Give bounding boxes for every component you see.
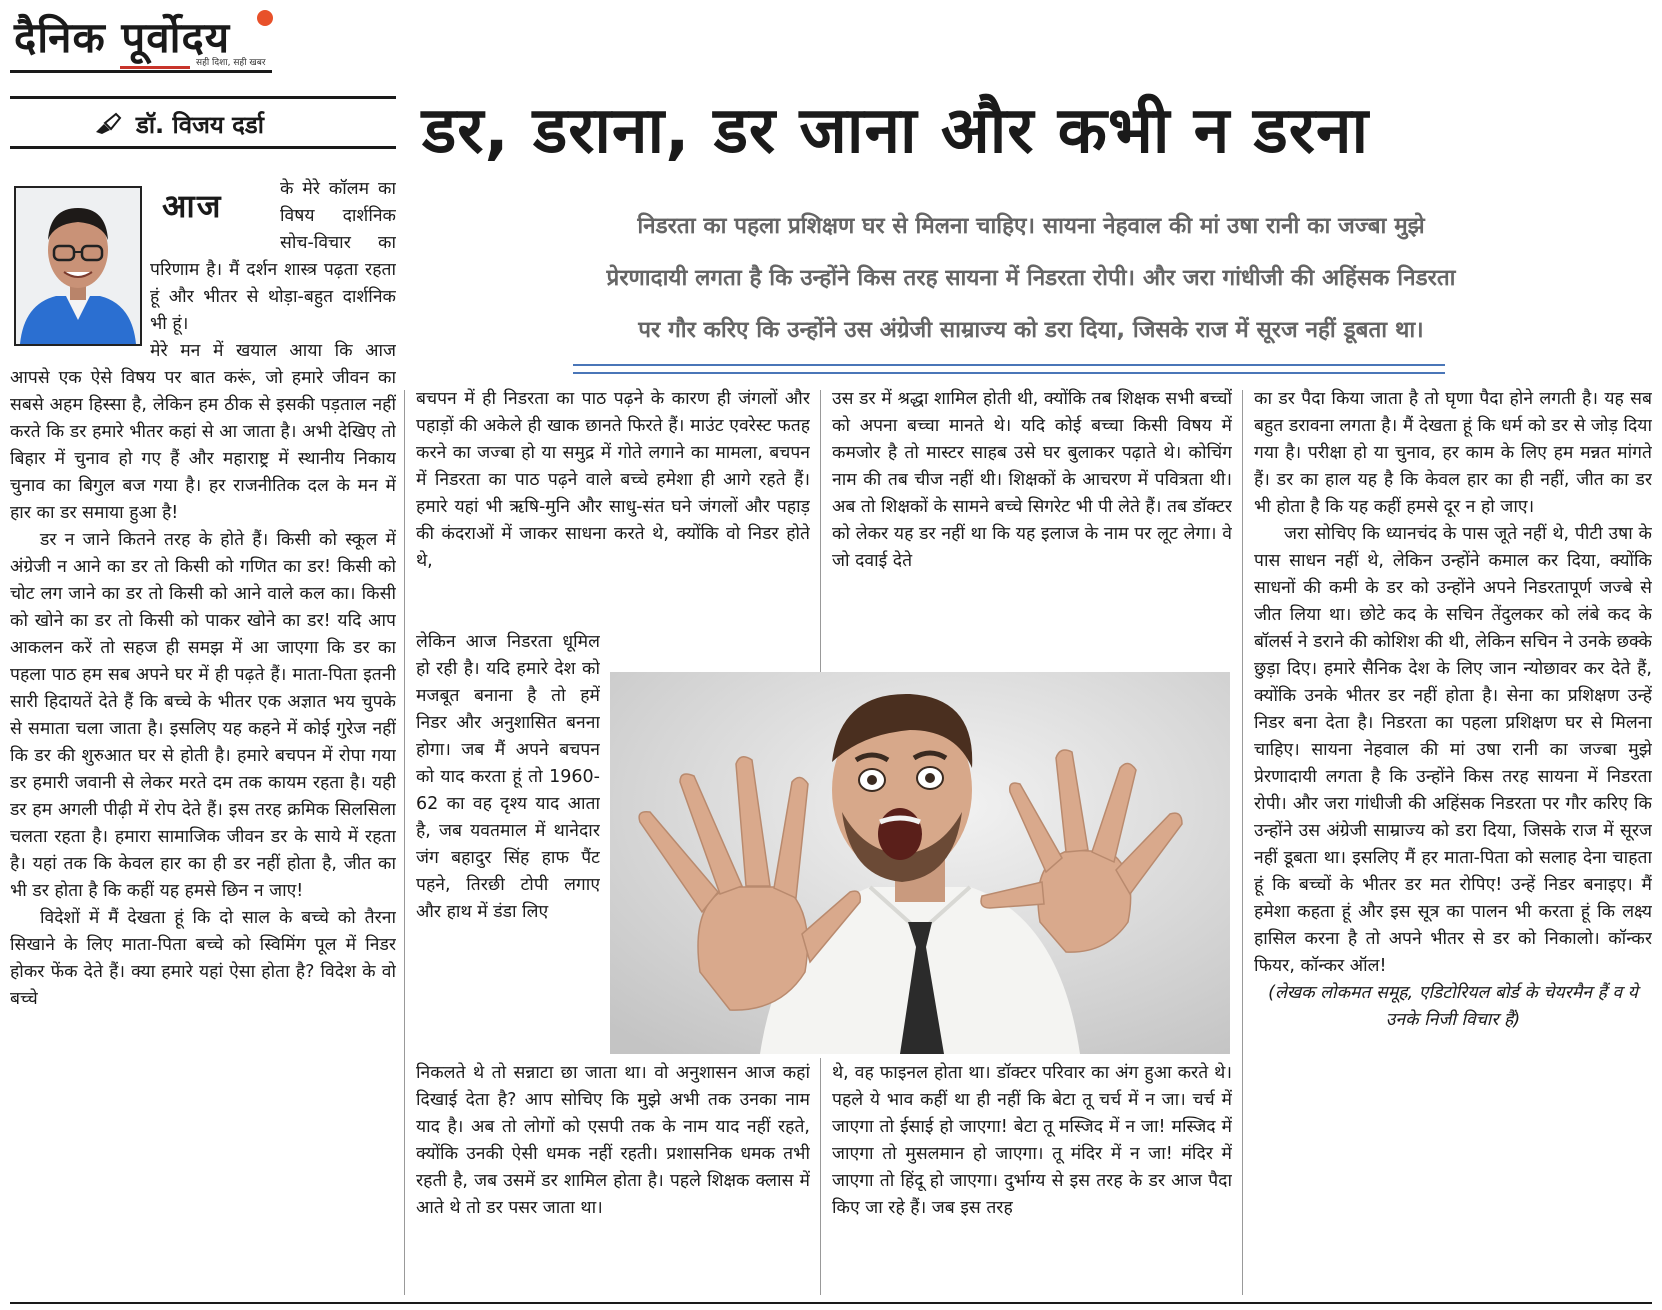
article-paragraph: उस डर में श्रद्धा शामिल होती थी, क्योंकि तब शिक्षक सभी बच्चों को अपना बच्चा मानते थे। यदि कोई बच्चा किसी विषय में कमजोर है तो मास्टर साहब उसे घर बुलाकर पढ़ाते थे। कोचिंग नाम की तब चीज नहीं थी। शिक्षकों के आचरण में पवित्रता थी। अब तो शिक्षकों के सामने बच्चे सिगरेट भी पी लेते हैं। तब डॉक्टर को लेकर यह डर नहीं था कि यह इलाज के नाम पर लूट लेगा। वे जो दवाई देते [832,389,1232,571]
article-column-2-top [416,386,810,602]
page-bottom-rule [10,1302,1652,1304]
byline-bottom-rule [10,146,396,149]
masthead-tagline: सही दिशा, सही खबर [196,58,266,68]
article-paragraph: मेरे मन में खयाल आया कि आज आपसे एक ऐसे विषय पर बात करूं, जो हमारे जीवन का सबसे अहम हिस्सा है, लेकिन हम ठीक से इसकी पड़ताल नहीं करते कि डर हमारे भीतर कहां से आ जाता है। अभी देखिए तो बिहार में चुनाव हो गए हैं और महाराष्ट्र में स्थानीय निकाय चुनाव का बिगुल बज गया है। हर राजनीतिक दल के मन में हार का डर समाया हुआ है! [10,341,396,523]
masthead-rule [10,70,272,73]
article-column-4 [1254,386,1652,1300]
article-dropword: आज [162,187,223,225]
article-paragraph: विदेशों में मैं देखता हूं कि दो साल के बच्चे को तैरना सिखाने के लिए माता-पिता बच्चे को स्विमिंग पूल में निडर होकर फेंक देते हैं। क्या हमारे यहां ऐसा होता है? विदेश के वो बच्चे [10,908,396,1009]
article-column-2-wrap [416,629,600,1057]
byline-top-rule [10,96,396,99]
intro-paragraph: के मेरे कॉलम का विषय दार्शनिक सोच-विचार का परिणाम है। मैं दर्शन शास्त्र पढ़ता रहता हूं और भीतर से थोड़ा-बहुत दार्शनिक भी हूं। [150,179,396,334]
article-column-1 [10,176,396,1300]
dek-rule-bottom [573,372,1445,374]
dek-line-1: निडरता का पहला प्रशिक्षण घर से मिलना चाहिए। सायना नेहवाल की मां उषा रानी का जज्बा मुझे [637,213,1425,239]
masthead-title: दैनिक पूर्वोदय [14,13,231,62]
article-paragraph: लेकिन आज निडरता धूमिल हो रही है। यदि हमारे देश को मजबूत बनाना है तो हमें निडर और अनुशासित बनना होगा। जब मैं अपने बचपन को याद करता हूं तो 1960-62 का वह दृश्य याद आता है, जब यवतमाल में थानेदार जंग बहादुर सिंह हाफ पैंट पहने, तिरछी टोपी लगाए और हाथ में डंडा लिए [416,632,600,922]
column-rule-2-bottom [820,1058,821,1295]
article-column-3-bottom [832,1060,1232,1298]
masthead-logo-dot [257,10,273,26]
article-paragraph: बचपन में ही निडरता का पाठ पढ़ने के कारण ही जंगलों और पहाड़ों की अकेले ही खाक छानते फिरते हैं। माउंट एवरेस्ट फतह करने का जज्बा हो या समुद्र में गोते लगाने का मामला, बचपन में निडरता का पाठ पढ़ने वाले बच्चे हमेशा ही आगे रहते हैं। हमारे यहां भी ऋषि-मुनि और साधु-संत घने जंगलों और पहाड़ की कंदराओं में जाकर साधना करते थे, क्योंकि वो निडर होते थे, [416,389,810,571]
article-paragraph: निकलते थे तो सन्नाटा छा जाता था। वो अनुशासन आज कहां दिखाई देता है? आप सोचिए कि मुझे अभी तक उनका नाम याद है। अब तो लोगों को एसपी तक के नाम याद नहीं रहते, क्योंकि उनकी ऐसी धमक नहीं रहती। प्रशासनिक धमक तभी रहती है, जब उसमें डर शामिल होता है। पहले शिक्षक क्लास में आते थे तो डर पसर जाता था। [416,1063,810,1218]
author-name: डॉ. विजय दर्डा [136,111,264,139]
masthead-accent-line [120,66,190,69]
article-column-2-bottom [416,1060,810,1298]
wrap-spacer-portrait [10,232,150,345]
wrap-spacer-portrait-top [10,176,280,232]
headline: डर, डराना, डर जाना और कभी न डरना [422,94,1370,168]
dek-line-2: प्रेरणादायी लगता है कि उन्होंने किस तरह सायना में निडरता रोपी। और जरा गांधीजी की अहिंसक निडरता [606,265,1456,291]
dek-rule-top [573,364,1445,366]
article-photo-frightened-man [610,672,1230,1054]
article-paragraph: जरा सोचिए कि ध्यानचंद के पास जूते नहीं थे, पीटी उषा के पास साधन नहीं थे, लेकिन उन्होंने कमाल कर दिया, क्योंकि साधनों की कमी के डर को उन्होंने अपने निडरतापूर्ण जज्बे से जीत लिया था। छोटे कद के सचिन तेंदुलकर को लंबे कद के बॉलर्स ने डराने की कोशिश की थी, लेकिन सचिन ने उनके छक्के छुड़ा दिए। हमारे सैनिक देश के लिए जान न्योछावर कर देते हैं, क्योंकि उनके भीतर डर नहीं होता है। सेना का प्रशिक्षण उन्हें निडर बना देता है। निडरता का पहला प्रशिक्षण घर से मिलना चाहिए। सायना नेहवाल की मां उषा रानी का जज्बा मुझे प्रेरणादायी लगता है कि उन्होंने किस तरह सायना में निडरता रोपी। और जरा गांधीजी की अहिंसक निडरता पर गौर करिए कि उन्होंने उस अंग्रेजी साम्राज्य को डरा दिया, जिसके राज में सूरज नहीं डूबता था। इसलिए मैं हर माता-पिता को सलाह देना चाहता हूं कि बच्चों के भीतर डर मत रोपिए! उन्हें निडर बनाइए। मैं हमेशा कहता हूं और इस सूत्र का पालन भी करता हूं कि लक्ष्य हासिल करना है तो अपने भीतर से डर को निकालो। कॉन्कर फियर, कॉन्कर ऑल! [1254,524,1652,976]
article-column-3-top [832,386,1232,662]
column-rule-2-top [820,390,821,672]
article-paragraph: थे, वह फाइनल होता था। डॉक्टर परिवार का अंग हुआ करते थे। पहले ये भाव कहीं था ही नहीं कि बेटा तू चर्च में न जा। चर्च में जाएगा तो ईसाई हो जाएगा! बेटा तू मस्जिद में न जा! मस्जिद में जाएगा तो मुसलमान हो जाएगा। तू मंदिर में न जा! मंदिर में जाएगा तो हिंदू हो जाएगा। दुर्भाग्य से इस तरह के डर आज पैदा किए जा रहे हैं। जब इस तरह [832,1063,1232,1218]
column-rule-3 [1242,390,1243,1295]
author-signoff: (लेखक लोकमत समूह, एडिटोरियल बोर्ड के चेयरमैन हैं व ये उनके निजी विचार हैं) [1268,983,1638,1030]
article-paragraph: का डर पैदा किया जाता है तो घृणा पैदा होने लगती है। यह सब बहुत डरावना लगता है। मैं देखता हूं कि धर्म को डर से जोड़ दिया गया है। परीक्षा हो या चुनाव, हर काम के लिए हम मन्नत मांगते हैं। डर का हाल यह है कि केवल हार का ही नहीं, जीत का डर भी होता है कि यह कहीं हमसे दूर न हो जाए। [1254,389,1652,517]
dek-line-3: पर गौर करिए कि उन्होंने उस अंग्रेजी साम्राज्य को डरा दिया, जिसके राज में सूरज नहीं डूबता था। [638,317,1424,343]
column-rule-1 [404,390,405,1295]
article-paragraph: डर न जाने कितने तरह के होते हैं। किसी को स्कूल में अंग्रेजी न आने का डर तो किसी को गणित का डर! किसी को चोट लग जाने का डर तो किसी को आने वाले कल का। किसी को खोने का डर तो किसी को पाकर खोने का डर! यदि आप आकलन करें तो सहज ही समझ में आ जाएगा कि डर का पहला पाठ हम सब अपने घर में ही पढ़ते हैं। माता-पिता इतनी सारी हिदायतें देते हैं कि बच्चे के भीतर एक अज्ञात भय चुपके से समाता चला जाता है। इसलिए यह कहने में कोई गुरेज नहीं कि डर की शुरुआत घर से होती है। हमारे बचपन में रोपा गया डर हमारी जवानी से लेकर मरते दम तक कायम रहता है। यही डर हम अगली पीढ़ी में रोप देते हैं। इस तरह क्रमिक सिलसिला चलता रहता है। हमारा सामाजिक जीवन डर के साये में रहता है। यहां तक कि केवल हार का ही डर नहीं होता है, जीत का भी डर होता है कि कहीं यह हमसे छिन न जाए! [10,530,396,901]
